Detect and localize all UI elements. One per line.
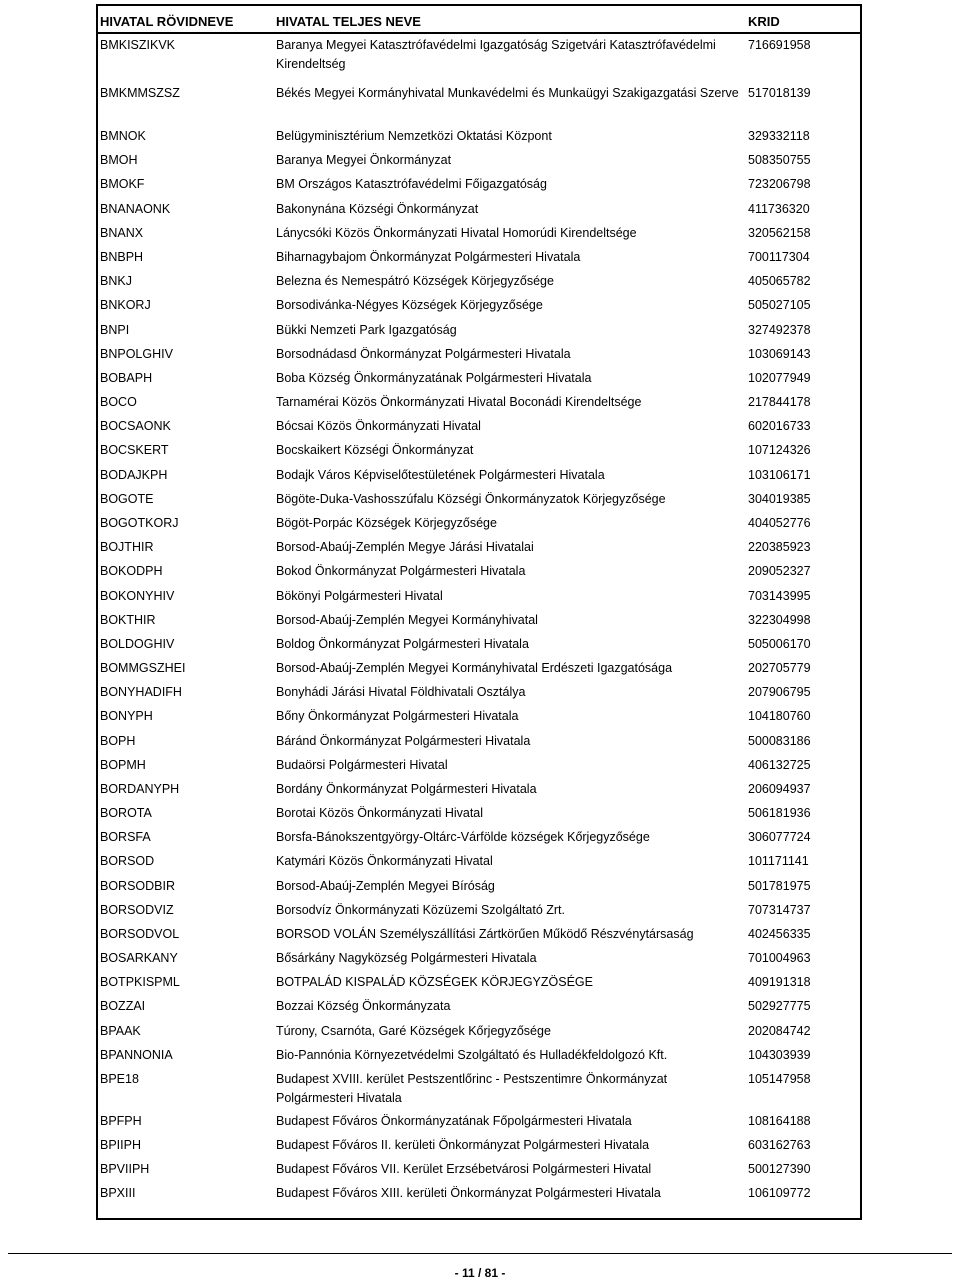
cell-full-name: Baranya Megyei Önkormányzat [276, 153, 452, 167]
cell-krid: 304019385 [748, 492, 811, 506]
cell-short-name: BPANNONIA [100, 1048, 173, 1062]
cell-krid: 209052327 [748, 564, 811, 578]
cell-short-name: BMNOK [100, 129, 146, 143]
cell-krid: 107124326 [748, 443, 811, 457]
cell-full-name: Lánycsóki Közös Önkormányzati Hivatal Homorúdi Kirendeltsége [276, 226, 637, 240]
cell-krid: 501781975 [748, 879, 811, 893]
cell-krid: 506181936 [748, 806, 811, 820]
cell-full-name: Bükki Nemzeti Park Igazgatóság [276, 323, 457, 337]
cell-full-name: Borotai Közös Önkormányzati Hivatal [276, 806, 484, 820]
cell-krid: 505006170 [748, 637, 811, 651]
cell-short-name: BOCSKERT [100, 443, 169, 457]
cell-krid: 108164188 [748, 1114, 811, 1128]
cell-short-name: BPE18 [100, 1072, 139, 1086]
document-table [96, 4, 862, 1220]
cell-short-name: BOBAPH [100, 371, 153, 385]
cell-short-name: BPFPH [100, 1114, 142, 1128]
cell-full-name: Boba Község Önkormányzatának Polgármesteri Hivatala [276, 371, 592, 385]
cell-short-name: BONYPH [100, 709, 153, 723]
cell-krid: 103069143 [748, 347, 811, 361]
cell-short-name: BOZZAI [100, 999, 146, 1013]
cell-short-name: BORSODVOL [100, 927, 180, 941]
cell-krid: 217844178 [748, 395, 811, 409]
cell-krid: 220385923 [748, 540, 811, 554]
header-full-name: HIVATAL TELJES NEVE [276, 14, 421, 29]
cell-krid: 306077724 [748, 830, 811, 844]
cell-full-name: Bögöt-Porpác Községek Körjegyzősége [276, 516, 497, 530]
cell-full-name: Boldog Önkormányzat Polgármesteri Hivatala [276, 637, 529, 651]
cell-krid: 508350755 [748, 153, 811, 167]
cell-full-name: Borsod-Abaúj-Zemplén Megyei Bíróság [276, 879, 495, 893]
cell-short-name: BOGOTE [100, 492, 154, 506]
cell-full-name: Borsod-Abaúj-Zemplén Megyei Kormányhivatal [276, 613, 538, 627]
cell-full-name: Katymári Közös Önkormányzati Hivatal [276, 854, 493, 868]
cell-full-name: Bócsai Közös Önkormányzati Hivatal [276, 419, 481, 433]
cell-short-name: BOKTHIR [100, 613, 156, 627]
cell-short-name: BNKORJ [100, 298, 151, 312]
cell-short-name: BOKONYHIV [100, 589, 175, 603]
cell-krid: 106109772 [748, 1186, 811, 1200]
cell-full-name: Borsodvíz Önkormányzati Közüzemi Szolgáltató Zrt. [276, 903, 566, 917]
cell-krid: 102077949 [748, 371, 811, 385]
cell-full-name: Budapest Főváros II. kerületi Önkormányzat Polgármesteri Hivatala [276, 1138, 650, 1152]
cell-krid: 406132725 [748, 758, 811, 772]
cell-krid: 716691958 [748, 38, 811, 52]
cell-krid: 409191318 [748, 975, 811, 989]
cell-krid: 327492378 [748, 323, 811, 337]
cell-full-name: Budapest XVIII. kerület Pestszentlőrinc - Pestszentimre Önkormányzat Polgármesteri Hivatala [276, 1072, 668, 1105]
cell-short-name: BORSOD [100, 854, 155, 868]
cell-short-name: BPIIPH [100, 1138, 141, 1152]
cell-full-name: Belügyminisztérium Nemzetközi Oktatási Központ [276, 129, 552, 143]
cell-krid: 101171141 [748, 854, 809, 868]
cell-full-name: Bőny Önkormányzat Polgármesteri Hivatala [276, 709, 519, 723]
cell-krid: 700117304 [748, 250, 810, 264]
cell-krid: 405065782 [748, 274, 811, 288]
cell-krid: 202084742 [748, 1024, 811, 1038]
cell-krid: 329332118 [748, 129, 810, 143]
cell-short-name: BNANX [100, 226, 144, 240]
cell-full-name: Budaörsi Polgármesteri Hivatal [276, 758, 448, 772]
cell-full-name: Tarnamérai Közös Önkormányzati Hivatal Boconádi Kirendeltsége [276, 395, 642, 409]
cell-krid: 320562158 [748, 226, 811, 240]
cell-short-name: BOPH [100, 734, 136, 748]
cell-krid: 202705779 [748, 661, 811, 675]
cell-short-name: BPXIII [100, 1186, 136, 1200]
cell-full-name: Bocskaikert Községi Önkormányzat [276, 443, 474, 457]
cell-full-name: Túrony, Csarnóta, Garé Községek Kőrjegyzősége [276, 1024, 551, 1038]
cell-krid: 707314737 [748, 903, 811, 917]
cell-krid: 206094937 [748, 782, 811, 796]
cell-short-name: BPAAK [100, 1024, 141, 1038]
cell-krid: 602016733 [748, 419, 811, 433]
cell-short-name: BNANAONK [100, 202, 171, 216]
cell-full-name: Borsodnádasd Önkormányzat Polgármesteri Hivatala [276, 347, 571, 361]
header-divider [98, 32, 860, 34]
cell-full-name: Bozzai Község Önkormányzata [276, 999, 451, 1013]
cell-short-name: BORSODBIR [100, 879, 176, 893]
cell-full-name: Biharnagybajom Önkormányzat Polgármesteri Hivatala [276, 250, 581, 264]
cell-short-name: BONYHADIFH [100, 685, 182, 699]
cell-short-name: BOKODPH [100, 564, 163, 578]
cell-krid: 411736320 [748, 202, 810, 216]
cell-full-name: BM Országos Katasztrófavédelmi Főigazgatóság [276, 177, 547, 191]
cell-krid: 402456335 [748, 927, 811, 941]
header-short-name: HIVATAL RÖVIDNEVE [100, 14, 234, 29]
cell-short-name: BMKMMSZSZ [100, 86, 180, 100]
cell-short-name: BOCO [100, 395, 137, 409]
cell-short-name: BOSARKANY [100, 951, 178, 965]
cell-full-name: BORSOD VOLÁN Személyszállítási Zártkörűen Működő Részvénytársaság [276, 927, 694, 941]
cell-short-name: BNPI [100, 323, 130, 337]
cell-krid: 502927775 [748, 999, 811, 1013]
cell-full-name: Békés Megyei Kormányhivatal Munkavédelmi és Munkaügyi Szakigazgatási Szerve [276, 86, 739, 100]
cell-krid: 603162763 [748, 1138, 811, 1152]
cell-full-name: Bordány Önkormányzat Polgármesteri Hivatala [276, 782, 537, 796]
cell-krid: 103106171 [748, 468, 811, 482]
cell-full-name: Bökönyi Polgármesteri Hivatal [276, 589, 443, 603]
cell-full-name: Bokod Önkormányzat Polgármesteri Hivatala [276, 564, 526, 578]
cell-krid: 105147958 [748, 1072, 811, 1086]
cell-short-name: BPVIIPH [100, 1162, 150, 1176]
cell-krid: 322304998 [748, 613, 811, 627]
cell-full-name: Bögöte-Duka-Vashosszúfalu Községi Önkormányzatok Körjegyzősége [276, 492, 666, 506]
cell-full-name: Borsodivánka-Négyes Községek Körjegyzősége [276, 298, 543, 312]
cell-short-name: BMOKF [100, 177, 145, 191]
cell-full-name: Bonyhádi Járási Hivatal Földhivatali Osztálya [276, 685, 526, 699]
cell-short-name: BOCSAONK [100, 419, 171, 433]
cell-short-name: BODAJKPH [100, 468, 168, 482]
cell-krid: 723206798 [748, 177, 811, 191]
cell-krid: 104180760 [748, 709, 811, 723]
footer-divider [8, 1253, 952, 1254]
cell-full-name: Borsfa-Bánokszentgyörgy-Oltárc-Várfölde községek Kőrjegyzősége [276, 830, 650, 844]
cell-short-name: BOGOTKORJ [100, 516, 179, 530]
cell-full-name: Bakonynána Községi Önkormányzat [276, 202, 479, 216]
cell-krid: 505027105 [748, 298, 811, 312]
cell-short-name: BMKISZIKVK [100, 38, 176, 52]
cell-full-name: Borsod-Abaúj-Zemplén Megyei Kormányhivatal Erdészeti Igazgatósága [276, 661, 673, 675]
header-krid: KRID [748, 14, 780, 29]
cell-krid: 404052776 [748, 516, 811, 530]
page-number: - 11 / 81 - [454, 1266, 506, 1280]
cell-short-name: BOMMGSZHEI [100, 661, 186, 675]
cell-full-name: Bio-Pannónia Környezetvédelmi Szolgáltató és Hulladékfeldolgozó Kft. [276, 1048, 668, 1062]
cell-short-name: BNBPH [100, 250, 144, 264]
cell-full-name: Budapest Főváros Önkormányzatának Főpolgármesteri Hivatala [276, 1114, 632, 1128]
cell-short-name: BOPMH [100, 758, 146, 772]
cell-short-name: BOJTHIR [100, 540, 154, 554]
cell-short-name: BORDANYPH [100, 782, 180, 796]
cell-krid: 207906795 [748, 685, 811, 699]
cell-short-name: BNKJ [100, 274, 132, 288]
cell-full-name: Baranya Megyei Katasztrófavédelmi Igazgatóság Szigetvári Katasztrófavédelmi Kirendeltség [276, 38, 716, 71]
cell-krid: 500127390 [748, 1162, 811, 1176]
cell-short-name: BOTPKISPML [100, 975, 180, 989]
cell-short-name: BOLDOGHIV [100, 637, 175, 651]
cell-short-name: BNPOLGHIV [100, 347, 173, 361]
cell-full-name: Bodajk Város Képviselőtestületének Polgármesteri Hivatala [276, 468, 605, 482]
cell-full-name: Budapest Főváros XIII. kerületi Önkormányzat Polgármesteri Hivatala [276, 1186, 661, 1200]
cell-short-name: BMOH [100, 153, 138, 167]
cell-full-name: Budapest Főváros VII. Kerület Erzsébetvárosi Polgármesteri Hivatal [276, 1162, 652, 1176]
cell-short-name: BORSFA [100, 830, 151, 844]
cell-full-name: BOTPALÁD KISPALÁD KÖZSÉGEK KÖRJEGYZÖSÉGE [276, 975, 593, 989]
cell-krid: 703143995 [748, 589, 811, 603]
cell-short-name: BORSODVIZ [100, 903, 174, 917]
cell-krid: 500083186 [748, 734, 811, 748]
cell-krid: 104303939 [748, 1048, 811, 1062]
cell-full-name: Belezna és Nemespátró Községek Körjegyzősége [276, 274, 554, 288]
cell-full-name: Borsod-Abaúj-Zemplén Megye Járási Hivatalai [276, 540, 534, 554]
cell-short-name: BOROTA [100, 806, 152, 820]
cell-krid: 517018139 [748, 86, 811, 100]
cell-full-name: Bősárkány Nagyközség Polgármesteri Hivatala [276, 951, 537, 965]
cell-krid: 701004963 [748, 951, 811, 965]
cell-full-name: Báránd Önkormányzat Polgármesteri Hivatala [276, 734, 531, 748]
